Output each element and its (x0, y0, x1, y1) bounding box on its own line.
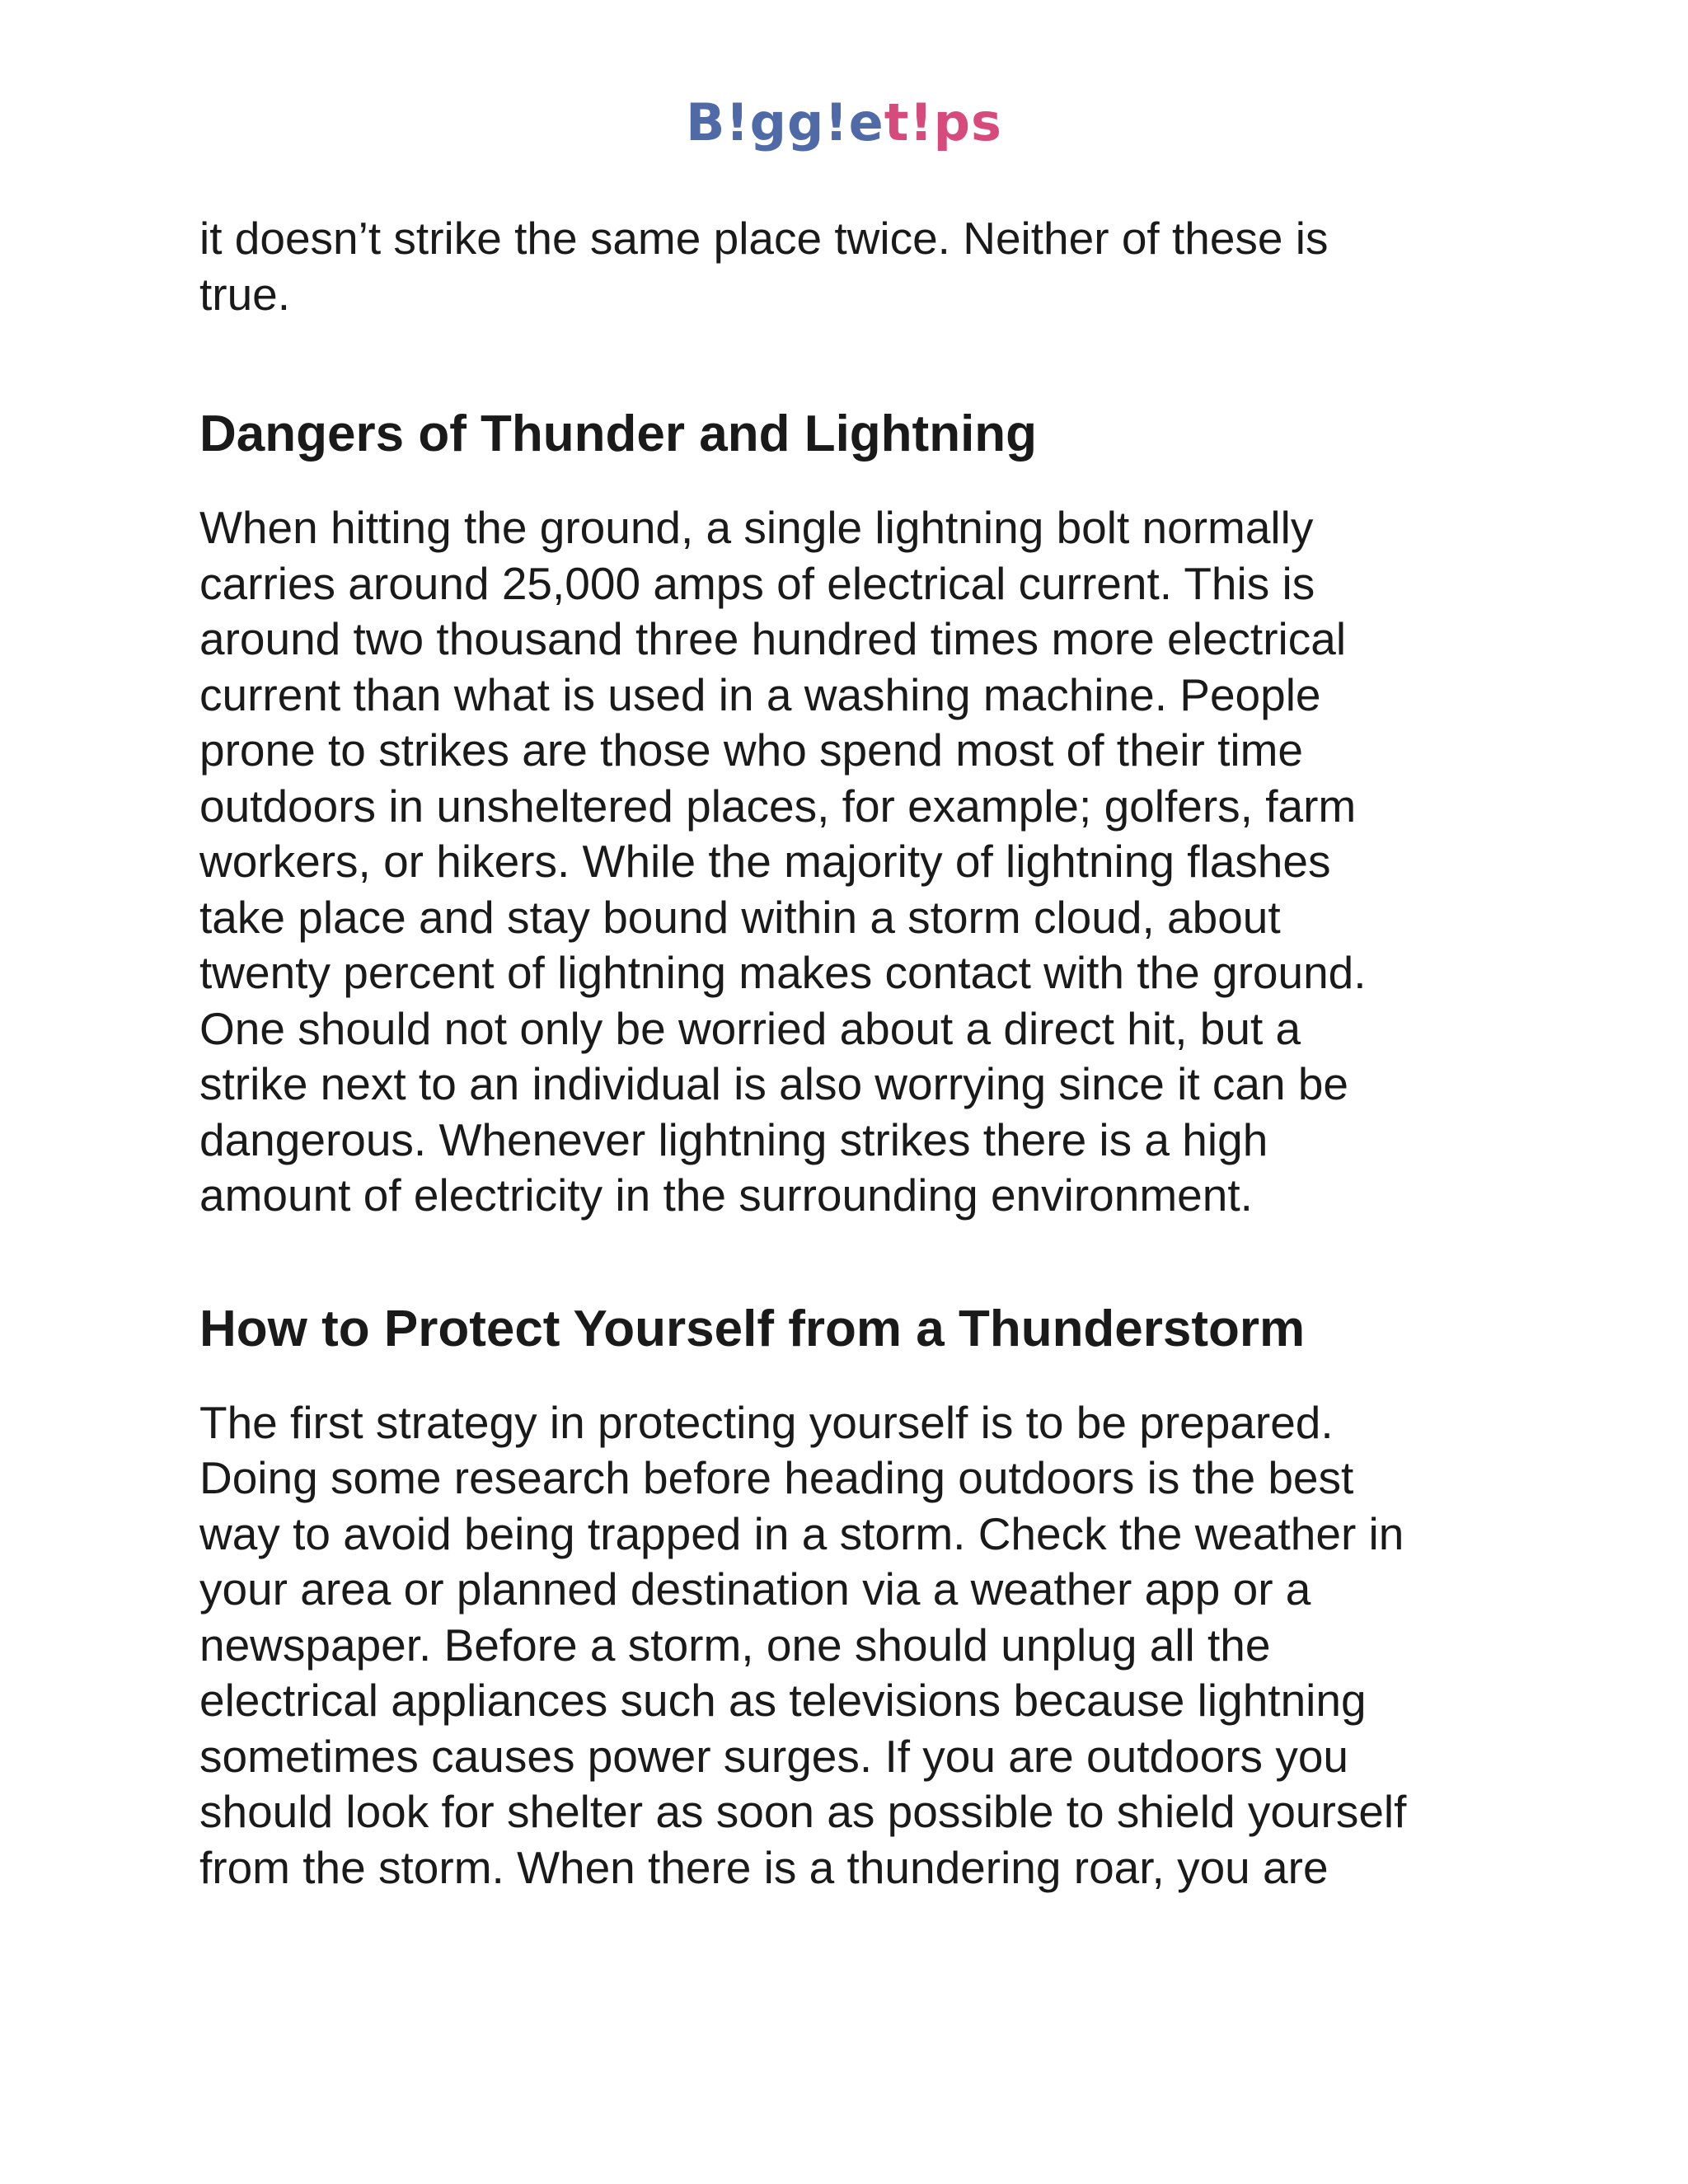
logo-text-primary: B!gg!e (686, 92, 884, 152)
text-line: your area or planned destination via a weather app or a (199, 1563, 1311, 1615)
document-body (199, 211, 1518, 1896)
text-line: One should not only be worried about a direct hit, but a (199, 1002, 1301, 1054)
section-heading-dangers: Dangers of Thunder and Lightning (199, 405, 1038, 462)
text-line: it doesn’t strike the same place twice. Neither of these is (199, 213, 1329, 264)
text-line: twenty percent of lightning makes contact with the ground. (199, 947, 1367, 998)
text-line: true. (199, 268, 291, 320)
text-line: should look for shelter as soon as possible to shield yourself (199, 1786, 1407, 1837)
text-line: When hitting the ground, a single lightning bolt normally (199, 502, 1314, 553)
logo-text-secondary: t!ps (884, 92, 1002, 152)
text-line: from the storm. When there is a thundering roar, you are (199, 1841, 1329, 1893)
text-line: outdoors in unsheltered places, for example; golfers, farm (199, 780, 1357, 832)
text-line: workers, or hikers. While the majority of lightning flashes (199, 836, 1331, 887)
text-line: current than what is used in a washing machine. People (199, 668, 1321, 720)
text-line: around two thousand three hundred times more electrical (199, 613, 1347, 664)
protect-paragraph (199, 1395, 1518, 1896)
dangers-paragraph (199, 500, 1518, 1224)
text-line: sometimes causes power surges. If you are outdoors you (199, 1730, 1349, 1782)
text-line: electrical appliances such as televisions because lightning (199, 1675, 1367, 1726)
text-line: Doing some research before heading outdoors is the best (199, 1452, 1354, 1503)
text-line: dangerous. Whenever lightning strikes there is a high (199, 1113, 1268, 1165)
intro-paragraph (199, 211, 1518, 322)
text-line: way to avoid being trapped in a storm. Check the weather in (199, 1507, 1404, 1559)
text-line: take place and stay bound within a storm cloud, about (199, 891, 1281, 943)
section-heading-protect: How to Protect Yourself from a Thunderstorm (199, 1300, 1306, 1357)
site-logo (0, 92, 1688, 152)
text-line: amount of electricity in the surrounding environment. (199, 1169, 1253, 1221)
text-line: carries around 25,000 amps of electrical current. This is (199, 557, 1315, 609)
text-line: strike next to an individual is also worrying since it can be (199, 1058, 1349, 1109)
text-line: prone to strikes are those who spend most of their time (199, 724, 1303, 776)
text-line: newspaper. Before a storm, one should unplug all the (199, 1619, 1271, 1671)
text-line: The first strategy in protecting yourself is to be prepared. (199, 1396, 1334, 1448)
